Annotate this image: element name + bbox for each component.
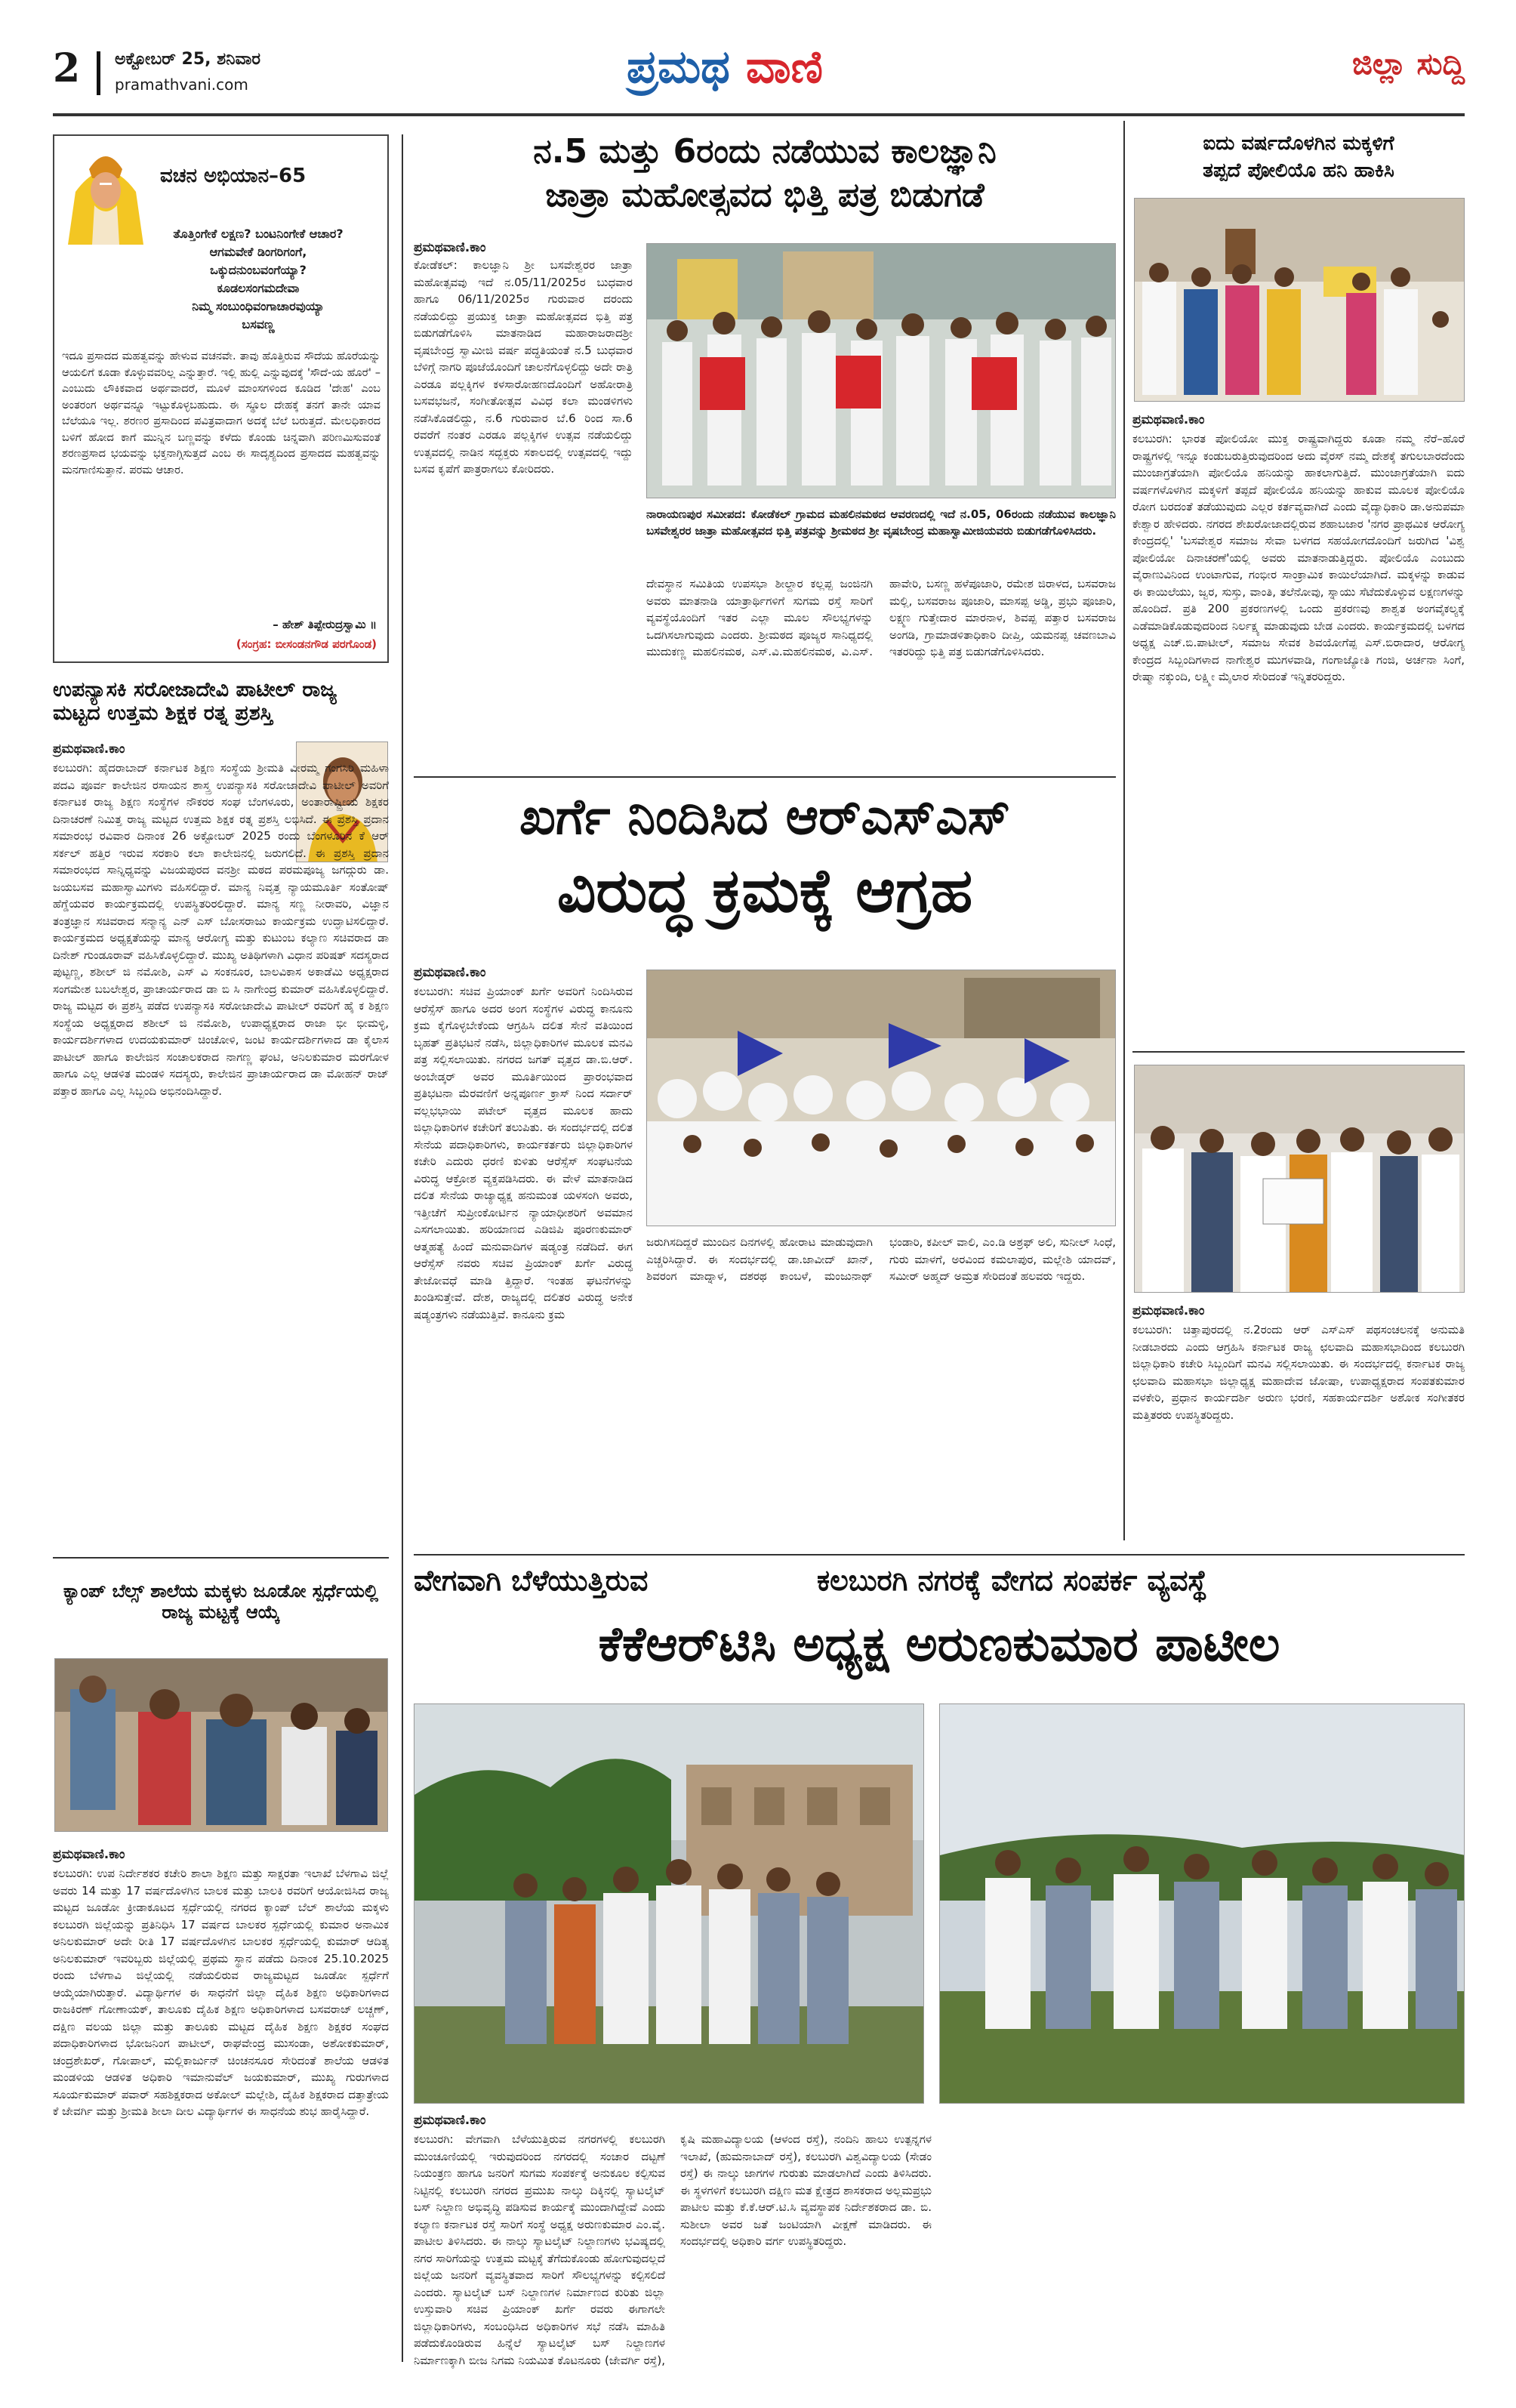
basavanna-portrait <box>60 139 151 245</box>
protest-photo <box>646 970 1116 1226</box>
memorandum-photo <box>1134 1065 1465 1293</box>
top-story-headline-2: ಜಾತ್ರಾ ಮಹೋತ್ಸವದ ಭಿತ್ತಿ ಪತ್ರ ಬಿಡುಗಡೆ <box>545 176 984 214</box>
bottom-story-byline: ಪ್ರಮಥವಾಣಿ.ಕಾಂ <box>414 2113 486 2128</box>
left-story-2-headline: ಕ್ಯಾಂಪ್ ಬೆಲ್ಸ್ ಶಾಲೆಯ ಮಕ್ಕಳು ಜೂಡೋ ಸ್ಪರ್ಧೆಯಲ್ಲಿ ರಾಜ್ಯ ಮಟ್ಟಕ್ಕೆ ಆಯ್ಕೆ <box>63 1580 379 1623</box>
poster-release-caption: ನಾರಾಯಣಪುರ ಸಮೀಪದ: ಕೋಡೆಕಲ್ ಗ್ರಾಮದ ಮಹಲಿನಮಠದ ಆವರಣದಲ್ಲಿ ಇದೆ ನ.05, 06ರಂದು ನಡೆಯುವ ಕಾಲಜ್ಞಾನಿ ಬಸವೇಶ್ವರರ ಜಾತ್ರಾ ಮಹೋತ್ಸವದ ಭಿತ್ತಿ ಪತ್ರವನ್ನು ಶ್ರೀಮಠದ ಶ್ರೀ ವೃಷಬೇಂದ್ರ ಮಹಾಸ್ವಾಮೀಜಿಯವರು ಬಿಡುಗಡೆಗೊಳಿಸಿದರು. <box>646 507 1116 538</box>
vachana-commentary: ಇದೂ ಪ್ರಸಾದದ ಮಹತ್ವವನ್ನು ಹೇಳುವ ವಚನವೇ. ತಾವು ಹೊತ್ತಿರುವ ಸೌದೆಯ ಹೊರೆಯನ್ನು ಆಯಲಿಗೆ ಕೂಡಾ ಕೊಳ್ಳುವವರಿಲ್ಲ ಎನ್ನುತ್ತಾರೆ. ಇಲ್ಲಿ ಹುಲ್ಲಿ ಎನ್ನುವುದಕ್ಕೆ 'ಸೌದೆ-ಯ ಹೊರೆ' – ಎಂಬುದು ಲೌಕಿಕವಾದ ಅರ್ಥವಾದರೆ, ಮೂಳೆ ಮಾಂಸಗಳಿಂದ ಕೂಡಿದ 'ದೇಹ' ಎಂಬ ಅಂತರಂಗ ಅರ್ಥವನ್ನೂ ಇಟ್ಟುಕೊಳ್ಳಬಹುದು. ಈ ಸ್ಥೂಲ ದೇಹಕ್ಕೆ ತನಗೆ ತಾನೇ ಯಾವ ಬೆಲೆಯೂ ಇಲ್ಲ. ಶರಣರ ಪ್ರಸಾದಿಂದ ಪವಿತ್ರವಾದಾಗ ಅದಕ್ಕೆ ಬೆಲೆ ಬರುತ್ತದೆ. ಮೇಲಧಿಕಾರದ ಬಳಿಗೆ ಹೋದ ಕಾಗೆ ಮುನ್ನಿನ ಬಣ್ಣವನ್ನು ಕಳೆದು ಕೊಂಡು ಚಿನ್ನವಾಗಿ ಪರಿಣಮಿಸುವಂತೆ ಶರಣಪ್ರಸಾದ ಭಯವನ್ನು ಭಕ್ತನಾಗ್ಗಿಸುತ್ತದೆ ಎಂಬ ಈ ಸಾದೃಶ್ಯದಿಂದ ಪ್ರಸಾದದ ಮಹತ್ವವನ್ನು ಮನಗಾಣಿಸುತ್ತಾನೆ. ಪರಮ ಆಚಾರ. <box>62 350 381 476</box>
right-story-1-byline: ಪ್ರಮಥವಾಣಿ.ಕಾಂ <box>1132 412 1205 427</box>
right-column-rule <box>1132 1051 1465 1053</box>
right-story-1-headline-1: ಐದು ವರ್ಷದೊಳಗಿನ ಮಕ್ಕಳಿಗೆ <box>1203 132 1394 155</box>
vachana-signature: – ಹೇಶ್ ತಿಪ್ಪೇರುದ್ರಸ್ವಾಮಿ ॥ <box>273 618 377 631</box>
vachana-box <box>53 134 389 663</box>
masthead-rule <box>53 113 1465 116</box>
bottom-story-headline-2: ಕೆಕೆಆರ್‌ಟಿಸಿ ಅಧ್ಯಕ್ಷ ಅರುಣಕುಮಾರ ಪಾಟೀಲ <box>598 1617 1280 1673</box>
vachana-title: ವಚನ ಅಭಿಯಾನ–65 <box>160 165 307 187</box>
right-story-2-byline: ಪ್ರಮಥವಾಣಿ.ಕಾಂ <box>1132 1303 1205 1318</box>
vachana-verse-line: ತೊತ್ತಿಂಗೇಕೆ ಲಕ್ಷಣ? ಬಂಟನಿಂಗೇಕೆ ಆಚಾರ? <box>173 227 344 241</box>
middle-story-byline: ಪ್ರಮಥವಾಣಿ.ಕಾಂ <box>414 965 486 980</box>
top-story-byline: ಪ್ರಮಥವಾಣಿ.ಕಾಂ <box>414 240 486 255</box>
bottom-story-headline-1a: ವೇಗವಾಗಿ ಬೆಳೆಯುತ್ತಿರುವ <box>414 1564 649 1597</box>
issue-date: ಅಕ್ಟೋಬರ್ 25, ಶನಿವಾರ <box>115 50 261 69</box>
right-story-2-body: ಕಲಬುರಗಿ: ಚಿತ್ತಾಪುರದಲ್ಲಿ ನ.2ರಂದು ಆರ್ ಎಸ್‌ಎಸ್ ಪಥಸಂಚಲನಕ್ಕೆ ಅನುಮತಿ ನೀಡಬಾರದು ಎಂದು ಆಗ್ರಹಿಸಿ ಕರ್ನಾಟಕ ರಾಜ್ಯ ಛಲವಾದಿ ಮಹಾಸಭಾದಿಂದ ಕಲಬುರಗಿ ಜಿಲ್ಲಾಧಿಕಾರಿ ಕಚೇರಿ ಸಿಬ್ಬಂದಿಗೆ ಮನವಿ ಸಲ್ಲಿಸಲಾಯಿತು. ಈ ಸಂದರ್ಭದಲ್ಲಿ ಕರ್ನಾಟಕ ರಾಜ್ಯ ಛಲವಾದಿ ಮಹಾಸಭಾ ಜಿಲ್ಲಾಧ್ಯಕ್ಷ ಮಹಾದೇವ ಜೋಷಾ, ಉಪಾಧ್ಯಕ್ಷರಾದ ಸಂಪತಕುಮಾರ ವಳಕೇರಿ, ಪ್ರಧಾನ ಕಾರ್ಯದರ್ಶಿ ಅರುಣ ಭರಣಿ, ಸಹಕಾರ್ಯದರ್ಶಿ ಅಶೋಕ ಸಂಗೀತಕರ ಮತ್ತಿತರರು ಉಪಸ್ಥಿತರಿದ್ದರು. <box>1132 1323 1465 1422</box>
left-story-1-body: ಕಲಬುರಗಿ: ಹೈದರಾಬಾದ್ ಕರ್ನಾಟಕ ಶಿಕ್ಷಣ ಸಂಸ್ಥೆಯ ಶ್ರೀಮತಿ ವೀರಮ್ಮ ಗಂಗಸಿರಿ ಮಹಿಳಾ ಪದವಿ ಪೂರ್ವ ಕಾಲೇಜಿನ ರಸಾಯನ ಶಾಸ್ತ್ರ ಉಪನ್ಯಾಸಕಿ ಸರೋಜಾದೇವಿ ಪಾಟೀಲ್ ಅವರಿಗೆ ಕರ್ನಾಟಕ ರಾಜ್ಯ ಶಿಕ್ಷಣ ಸಂಸ್ಥೆಗಳ ನೌಕರರ ಸಂಘ ಬೆಂಗಳೂರು, ಅಂತಾರಾಷ್ಟ್ರೀಯ ಶಿಕ್ಷಕರ ದಿನಾಚರಣೆ ನಿಮಿತ್ತ ರಾಜ್ಯ ಮಟ್ಟದ ಉತ್ತಮ ಶಿಕ್ಷಕ ರತ್ನ ಪ್ರಶಸ್ತಿ ಲಭಿಸಿದೆ. ಈ ಪ್ರಶಸ್ತಿ ಪ್ರದಾನ ಸಮಾರಂಭ ರವಿವಾರ ದಿನಾಂಕ 26 ಅಕ್ಟೋಬರ್ 2025 ರಂದು ಬೆಂಗಳೂರಿನ ಕೆ ಆರ್ ಸರ್ಕಲ್ ಹತ್ತಿರ ಇರುವ ಸರಕಾರಿ ಕಲಾ ಕಾಲೇಜಿನಲ್ಲಿ ಜರುಗಲಿದೆ. ಈ ಪ್ರಶಸ್ತಿ ಪ್ರದಾನ ಸಮಾರಂಭದ ಸಾನ್ನಿಧ್ಯವನ್ನು ವಿಜಯಪುರದ ವನಶ್ರೀ ಮಠದ ಪರಮಪೂಜ್ಯ ಜಗದ್ಗುರು ಡಾ. ಜಯಬಸವ ಮಹಾಸ್ವಾಮಿಗಳು ವಹಿಸಲಿದ್ದಾರೆ. ಮಾನ್ಯ ನಿವೃತ್ತ ನ್ಯಾಯಮೂರ್ತಿ ಸಂತೋಷ್ ಹೆಗ್ಡೆಯವರ ಕಾರ್ಯಕ್ರಮದಲ್ಲಿ ಉಪಸ್ಥಿತರಿರಲಿದ್ದಾರೆ. ಮಾನ್ಯ ಸಣ್ಣ ನೀರಾವರಿ, ವಿಜ್ಞಾನ ತಂತ್ರಜ್ಞಾನ ಸಚಿವರಾದ ಸನ್ಮಾನ್ಯ ಎನ್ ಎಸ್ ಬೋಸರಾಜು ಕಾರ್ಯಕ್ರಮ ಉದ್ಘಾಟಿಸಲಿದ್ದಾರೆ. ಕಾರ್ಯಕ್ರಮದ ಅಧ್ಯಕ್ಷತೆಯನ್ನು ಮಾನ್ಯ ಆರೋಗ್ಯ ಮತ್ತು ಕುಟುಂಬ ಕಲ್ಯಾಣ ಸಚಿವರಾದ ಡಾ ದಿನೇಶ್ ಗುಂಡೂರಾವ್ ವಹಿಸಿಕೊಳ್ಳಲಿದ್ದಾರೆ. ಮುಖ್ಯ ಅತಿಥಿಗಳಾಗಿ ವಿಧಾನ ಪರಿಷತ್ ಸದಸ್ಯರಾದ ಪುಟ್ಟಣ್ಣ, ಶಶೀಲ್ ಜಿ ನಮೋಶಿ, ಎಸ್ ವಿ ಸಂಕನೂರ, ಬಾಲವಿಕಾಸ ಅಕಾಡೆಮಿ ಅಧ್ಯಕ್ಷರಾದ ಸಂಗಮೇಶ ಬಬಲೇಶ್ವರ, ಪ್ರಾಚಾರ್ಯರಾದ ಡಾ ಬಿ ಸಿ ನಾಗೇಂದ್ರ ಕುಮಾರ್ ವಹಿಸಿಕೊಳ್ಳಲಿದ್ದಾರೆ. ರಾಜ್ಯ ಮಟ್ಟದ ಈ ಪ್ರಶಸ್ತಿ ಪಡೆದ ಉಪನ್ಯಾಸಕಿ ಸರೋಜಾದೇವಿ ಪಾಟೀಲ್ ರವರಿಗೆ ಹೈ ಕ ಶಿಕ್ಷಣ ಸಂಸ್ಥೆಯ ಅಧ್ಯಕ್ಷರಾದ ಶಶೀಲ್ ಜಿ ನಮೋಶಿ, ಉಪಾಧ್ಯಕ್ಷರಾದ ರಾಜಾ ಭೀ ಭೀಮಳ್ಳಿ, ಕಾರ್ಯದರ್ಶಿಗಳಾದ ಉದಯಕುಮಾರ್ ಚಿಂಚೋಳಿ, ಜಂಟಿ ಕಾರ್ಯದರ್ಶಿಗಳಾದ ಡಾ ಕೈಲಾಸ ಪಾಟೀಲ್ ಹಾಗೂ ಕಾಲೇಜಿನ ಸಂಚಾಲಕರಾದ ನಾಗಣ್ಣ ಘಂಟಿ, ಅನಿಲಕುಮಾರ ಮರಗೋಳ ಹಾಗೂ ಎಲ್ಲ ಆಡಳಿತ ಮಂಡಳಿ ಸದಸ್ಯರು, ಕಾಲೇಜಿನ ಪ್ರಾಚಾರ್ಯರಾದ ಡಾ ಮೋಹನ್ ರಾಜ್ ಪತ್ತಾರ ಹಾಗೂ ಎಲ್ಲ ಸಿಬ್ಬಂದಿ ಅಭಿನಂದಿಸಿದ್ದಾರೆ. <box>53 761 389 1098</box>
judo-students-photo <box>54 1658 388 1832</box>
page-number: 2 <box>53 45 81 91</box>
polio-drive-photo <box>1134 198 1465 402</box>
paper-name-part-2: ವಾಣಿ <box>745 41 823 94</box>
middle-story-headline-1: ಖರ್ಗೆ ನಿಂದಿಸಿದ ಆರ್‌ಎಸ್‌ಎಸ್ <box>519 788 1011 846</box>
top-story-rule <box>414 776 1116 778</box>
middle-story-headline-2: ವಿರುದ್ಧ ಕ್ರಮಕ್ಕೆ ಆಗ್ರಹ <box>556 856 973 926</box>
left-column-divider <box>402 134 403 2362</box>
middle-story-body-1: ಕಲಬುರಗಿ: ಸಚಿವ ಪ್ರಿಯಾಂಕ್ ಖರ್ಗೆ ಅವರಿಗೆ ನಿಂದಿಸಿರುವ ಆರೆಸ್ಸೆಸ್ ಹಾಗೂ ಅದರ ಅಂಗ ಸಂಸ್ಥೆಗಳ ವಿರುದ್ಧ ಕಾನೂನು ಕ್ರಮ ಕೈಗೊಳ್ಳಬೇಕೆಂದು ಆಗ್ರಹಿಸಿ ದಲಿತ ಸೇನೆ ವತಿಯಿಂದ ಬೃಹತ್ ಪ್ರತಿಭಟನೆ ನಡೆಸಿ, ಜಿಲ್ಲಾಧಿಕಾರಿಗಳ ಮೂಲಕ ಮನವಿ ಪತ್ರ ಸಲ್ಲಿಸಲಾಯಿತು. ನಗರದ ಜಗತ್ ವೃತ್ತದ ಡಾ.ಬಿ.ಆರ್. ಅಂಬೇಡ್ಕರ್ ಅವರ ಮೂರ್ತಿಯಿಂದ ಪ್ರಾರಂಭವಾದ ಪ್ರತಿಭಟನಾ ಮೆರವಣಿಗೆ ಅನ್ನಪೂರ್ಣ ಕ್ರಾಸ್ ನಿಂದ ಸರ್ದಾರ್ ವಲ್ಲಭಭಾಯಿ ಪಟೇಲ್ ವೃತ್ತದ ಮೂಲಕ ಹಾದು ಜಿಲ್ಲಾಧಿಕಾರಿಗಳ ಕಚೇರಿಗೆ ತಲುಪಿತು. ಈ ಸಂದರ್ಭದಲ್ಲಿ ದಲಿತ ಸೇನೆಯ ಪದಾಧಿಕಾರಿಗಳು, ಕಾರ್ಯಕರ್ತರು ಜಿಲ್ಲಾಧಿಕಾರಿಗಳ ಕಚೇರಿ ಎದುರು ಧರಣಿ ಕುಳಿತು ಆರೆಸ್ಸೆಸ್ ಸಂಘಟನೆಯ ವಿರುದ್ಧ ಆಕ್ರೋಶ ವ್ಯಕ್ತಪಡಿಸಿದರು. ಈ ವೇಳೆ ಮಾತನಾಡಿದ ದಲಿತ ಸೇನೆಯ ರಾಜ್ಯಾಧ್ಯಕ್ಷ ಹನುಮಂತ ಯಳಸಂಗಿ ಅವರು, ಇತ್ತೀಚೆಗೆ ಸುಪ್ರೀಂಕೋರ್ಟಿನ ನ್ಯಾಯಾಧೀಶರಿಗೆ ಅವಮಾನ ಎಸಗಲಾಯಿತು. ಹರಿಯಾಣದ ಎಡಿಜಿಪಿ ಪೂರಣಕುಮಾರ್ ಆತ್ಮಹತ್ಯೆ ಹಿಂದೆ ಮನುವಾದಿಗಳ ಷಡ್ಯಂತ್ರ ನಡೆದಿದೆ. ಈಗ ಆರೆಸ್ಸೆಸ್ ನವರು ಸಚಿವ ಪ್ರಿಯಾಂಕ್ ಖರ್ಗೆ ವಿರುದ್ಧ ತೇಜೋವಧೆ ಮಾಡಿ ತ್ತಿದ್ದಾರೆ. ಇಂತಹ ಘಟನೆಗಳನ್ನು ಖಂಡಿಸುತ್ತೇವೆ. ದೇಶ, ರಾಜ್ಯದಲ್ಲಿ ದಲಿತರ ವಿರುದ್ಧ ಅನೇಕ ಷಡ್ಯಂತ್ರಗಳು ನಡೆಯುತ್ತಿವೆ. ಕಾನೂನು ಕ್ರಮ <box>414 985 633 1321</box>
left-column-rule <box>53 1557 389 1559</box>
vachana-verse-line: ನಿಮ್ಮ ಸಂಬುಂಧಿವಂಗಾಚಾರವುಯ್ಯಾ <box>192 299 325 313</box>
middle-story-body-2: ಜರುಗಿಸದಿದ್ದರೆ ಮುಂದಿನ ದಿನಗಳಲ್ಲಿ ಹೋರಾಟ ಮಾಡುವುದಾಗಿ ಎಚ್ಚರಿಸಿದ್ದಾರೆ. ಈ ಸಂದರ್ಭದಲ್ಲಿ ಡಾ.ಜಾವೀದ್ ಖಾನ್, ಶಿವರಂಗ ಮಾದ್ನಾಳ, ದಶರಥ ಕಾಂಬಳೆ, ಮಂಜುನಾಥ್ ಭಂಡಾರಿ, ಕಪೀಲ್ ವಾಲಿ, ಎಂ.ಡಿ ಅಶ್ರಫ್ ಅಲಿ, ಸುನೀಲ್ ಸಿಂಧೆ, ಗುರು ಮಾಳಗೆ, ಅರವಿಂದ ಕಮಲಾಪುರ, ಮಲ್ಲೇಶಿ ಯಾದವ್, ಸಮೀರ್ ಅಹ್ಮದ್ ಅಮ್ರತ ಸೇರಿದಂತೆ ಹಲವರು ಇದ್ದರು. <box>646 1235 1116 1283</box>
center-right-divider <box>1123 121 1125 1540</box>
website[interactable]: pramathvani.com <box>115 76 248 94</box>
right-story-1-body: ಕಲಬುರಗಿ: ಭಾರತ ಪೋಲಿಯೋ ಮುಕ್ತ ರಾಷ್ಟ್ರವಾಗಿದ್ದರು ಕೂಡಾ ನಮ್ಮ ನೆರೆ–ಹೊರೆ ರಾಷ್ಟ್ರಗಳಲ್ಲಿ ಇನ್ನೂ ಕಂಡುಬರುತ್ತಿರುವುದರಿಂದ ಅದು ವೈರಸ್ ನಮ್ಮ ದೇಶಕ್ಕೆ ತಗುಲಬಾರದೆಂದು ಮುಂಜಾಗ್ರತೆಯಾಗಿ ಪೋಲಿಯೊ ಹನಿಯನ್ನು ಹಾಕಲಾಗುತ್ತಿದೆ. ಮುಂಜಾಗ್ರತೆಯಾಗಿ ಐದು ವರ್ಷಗಳೊಳಗಿನ ಮಕ್ಕಳಿಗೆ ತಪ್ಪದೆ ಪೋಲಿಯೊ ಹನಿಯನ್ನು ಹಾಕುವ ಮೂಲಕ ಪೋಲಿಯೊ ರೋಗ ಬರದಂತೆ ತಡೆಯುವುದು ಎಲ್ಲರ ಕರ್ತವ್ಯವಾಗಿದೆ ಎಂದು ವೈದ್ಯಾಧಿಕಾರಿ ಡಾ.ಅನುಪಮಾ ಕೇಶ್ವಾರ ಹೇಳಿದರು. ನಗರದ ಶೇಖರೋಜಾದಲ್ಲಿರುವ ಶಹಾಬಜಾರ 'ನಗರ ಪ್ರಾಥಮಿಕ ಆರೋಗ್ಯ ಕೇಂದ್ರದಲ್ಲಿ' 'ಬಸವೇಶ್ವರ ಸಮಾಜ ಸೇವಾ ಬಳಗದ ಸಹಯೋಗದೊಂದಿಗೆ ಜರುಗಿದ 'ವಿಶ್ವ ಪೋಲಿಯೋ ದಿನಾಚರಣೆ'ಯಲ್ಲಿ ಅವರು ಮಾತನಾಡುತ್ತಿದ್ದರು. ಪೋಲಿಯೊ ಎಂಬುದು ವೈರಾಣುವಿನಿಂದ ಉಂಟಾಗುವ, ಗಂಭೀರ ಸಾಂಕ್ರಾಮಿಕ ಕಾಯಿಲೆಯಾಗಿದೆ. ಮಕ್ಕಳನ್ನು ಕಾಡುವ ಈ ಕಾಯಿಲೆಯು, ಜ್ವರ, ಸುಸ್ತು, ವಾಂತಿ, ತಲೆನೋವು, ಸ್ನಾಯು ಸೆಟೆದುಕೊಳ್ಳುವ ಲಕ್ಷಣಗಳನ್ನು ಹೊಂದಿದೆ. ಪ್ರತಿ 200 ಪ್ರಕರಣಗಳಲ್ಲಿ ಒಂದು ಪ್ರಕರಣವು ಶಾಶ್ವತ ಅಂಗವೈಕಲ್ಯಕ್ಕೆ ಎಡೆಮಾಡಿಕೊಡುವುದರಿಂದ ನಿರ್ಲಕ್ಷ್ಯ ಮಾಡುವುದು ಬೇಡ ಎಂದರು. ಕಾರ್ಯಕ್ರಮದಲ್ಲಿ ಬಳಗದ ಅಧ್ಯಕ್ಷ ಎಚ್.ಬಿ.ಪಾಟೀಲ್, ಸಮಾಜ ಸೇವಕ ಶಿವಯೋಗೆಪ್ಪ ಎಸ್.ಬಿರಾದಾರ, ಆರೋಗ್ಯ ಕೇಂದ್ರದ ಸಿಬ್ಬಂದಿಗಳಾದ ನಾಗೇಶ್ವರ ಮುಗಳವಾಡಿ, ಗಂಗಾಜ್ಯೋತಿ ಗಂಜಿ, ಅರ್ಚನಾ ಸಿಂಗೆ, ರೇಷ್ಮಾ ನಕ್ಕುಂದಿ, ಲಕ್ಷ್ಮೀ ಮೈಲಾರ ಸೇರಿದಂತೆ ಇನ್ನಿತರರಿದ್ದರು. <box>1132 432 1465 683</box>
section-label: ಜಿಲ್ಲಾ ಸುದ್ದಿ <box>1351 47 1465 82</box>
vachana-verse-line: ಆಗಮವೇಕೆ ಡಿಂಗರಿಗಂಗೆ, <box>209 245 307 259</box>
masthead-divider <box>97 51 100 95</box>
left-story-2-body: ಕಲಬುರಗಿ: ಉಪ ನಿರ್ದೇಶಕರ ಕಚೇರಿ ಶಾಲಾ ಶಿಕ್ಷಣ ಮತ್ತು ಸಾಕ್ಷರತಾ ಇಲಾಖೆ ಬೆಳಗಾವಿ ಜಿಲ್ಲೆ ಅವರು 14 ಮತ್ತು 17 ವರ್ಷದೊಳಗಿನ ಬಾಲಕ ಮತ್ತು ಬಾಲಕಿ ರವರಿಗೆ ಆಯೋಜಿಸಿದ ರಾಜ್ಯ ಮಟ್ಟದ ಜೂಡೋ ಕ್ರೀಡಾಕೂಟದ ಸ್ಪರ್ಧೆಯಲ್ಲಿ ನಗರದ ಕ್ಯಾಂಪ್ ಬೆಲ್ ಶಾಲೆಯ ಮಕ್ಕಳು ಕಲಬುರಗಿ ಜಿಲ್ಲೆಯನ್ನು ಪ್ರತಿನಿಧಿಸಿ 17 ವರ್ಷದ ಬಾಲಕರ ಸ್ಪರ್ಧೆಯಲ್ಲಿ ಕುಮಾರ ಅನಾಮಿಕ ಅನಿಲಕುಮಾರ್ ಅದೇ ರೀತಿ 17 ವರ್ಷದೊಳಗಿನ ಬಾಲಕರ ಸ್ಪರ್ಧೆಯಲ್ಲಿ ಕುಮಾರ್ ಆದಿತ್ಯ ಅನಿಲಕುಮಾರ್ ಇವರಿಬ್ಬರು ಜಿಲ್ಲೆಯಲ್ಲಿ ಪ್ರಥಮ ಸ್ಥಾನ ಪಡೆದು ದಿನಾಂಕ 25.10.2025 ರಂದು ಬೆಳಗಾವಿ ಜಿಲ್ಲೆಯಲ್ಲಿ ನಡೆಯಲಿರುವ ರಾಜ್ಯಮಟ್ಟದ ಜೂಡೋ ಸ್ಪರ್ಧೆಗೆ ಆಯ್ಕೆಯಾಗಿರುತ್ತಾರೆ. ವಿದ್ಯಾರ್ಥಿಗಳ ಈ ಸಾಧನೆಗೆ ಜಿಲ್ಲಾ ದೈಹಿಕ ಶಿಕ್ಷಣ ಅಧಿಕಾರಿಗಳಾದ ರಾಜಕಿರಣ್ ಗೋಣಾಯಕ್, ತಾಲೂಕು ದೈಹಿಕ ಶಿಕ್ಷಣ ಅಧಿಕಾರಿಗಳಾದ ಬಸವರಾಜ್ ಲಚ್ಚಣ್, ದಕ್ಷಿಣ ವಲಯ ಜಿಲ್ಲಾ ಮತ್ತು ತಾಲೂಕು ಮಟ್ಟದ ದೈಹಿಕ ಶಿಕ್ಷಣ ಶಿಕ್ಷಕರ ಸಂಘದ ಪದಾಧಿಕಾರಿಗಳಾದ ಭೋಜನಿಂಗ ಪಾಟೀಲ್, ರಾಘವೇಂದ್ರ ಮುಸಂಡಾ, ಅಶೋಕಕುಮಾರ್, ಚಂದ್ರಶೇಖರ್, ಗೋಪಾಲ್, ಮಲ್ಲಿಕಾರ್ಜುನ್ ಚಿಂಚನಸೂರ ಸೇರಿದಂತೆ ಶಾಲೆಯ ಆಡಳಿತ ಮಂಡಳಿಯ ಆಡಳಿತ ಅಧಿಕಾರಿ ಇಮಾನುವೆಲ್ ಜಯಕುಮಾರ್, ಮುಖ್ಯ ಗುರುಗಳಾದ ಸೂರ್ಯಕುಮಾರ್ ಪವಾರ್ ಸಹಶಿಕ್ಷಕರಾದ ಅಕೋಲ್ ಮಲ್ಲೇಶಿ, ದೈಹಿಕ ಶಿಕ್ಷಕರಾದ ದತ್ತಾತ್ರೇಯ ಕೆ ಜೇವರ್ಗಿ ಮತ್ತು ಶ್ರೀಮತಿ ಶೀಲಾ ದೀಲ ವಿದ್ಯಾರ್ಥಿಗಳ ಈ ಸಾಧನೆಯ ಶುಭ ಹಾರೈಸಿದ್ದಾರೆ. <box>53 1867 389 2118</box>
left-story-1-byline: ಪ್ರಮಥವಾಣಿ.ಕಾಂ <box>53 742 125 757</box>
right-story-1-headline-2: ತಪ್ಪದೆ ಪೋಲಿಯೊ ಹನಿ ಹಾಕಿಸಿ <box>1203 159 1394 182</box>
vachana-verse-line: ಕೂಡಲಸಂಗಮದೇವಾ <box>217 281 300 295</box>
site-visit-photo-2 <box>939 1703 1465 2104</box>
top-story-body-left: ಕೋಡೆಕಲ್: ಕಾಲಜ್ಞಾನಿ ಶ್ರೀ ಬಸವೇಶ್ವರರ ಜಾತ್ರಾ ಮಹೋತ್ಸವವು ಇದೆ ನ.05/11/2025ರ ಬುಧವಾರ ಹಾಗೂ 06/11/2025ರ ಗುರುವಾರ ದರಂದು ನಡೆಯಲಿದ್ದು ಪ್ರಯುಕ್ತ ಜಾತ್ರಾ ಮಹೋತ್ಸವದ ಭಿತ್ತಿ ಪತ್ರ ಬಿಡುಗಡೆಗೊಳಿಸಿ ಮಾತನಾಡಿದ ಮಹಾರಾಜರಾದಶ್ರೀ ವೃಷಬೇಂದ್ರ ಸ್ವಾಮೀಜಿ ವರ್ಷ ಪದ್ಧತಿಯಂತೆ ನ.5 ಬುಧವಾರ ಬೆಳಿಗ್ಗೆ ನಾಗರಿ ಪೂಜೆಯೊಂದಿಗೆ ಚಾಲನೆಗೊಳ್ಳಲಿದ್ದು ಅದೇ ರಾತ್ರಿ ಎರಡೂ ಪಲ್ಲಕ್ಕಿಗಳ ಕಳಸಾರೋಹಣದೊಂದಿಗೆ ಅಹೋರಾತ್ರಿ ಬಸವಭಜನೆ, ಸಂಗೀತೋತ್ಸವ ವಿವಿಧ ಕಲಾ ಮಂಡಳಿಗಳು ನಡೆಸಿಕೊಡಲಿದ್ದು, ನ.6 ಗುರುವಾರ ಬೆ.6 ರಿಂದ ಸಾ.6 ರವರೆಗೆ ನಂತರ ಎರಡೂ ಪಲ್ಲಕ್ಕಿಗಳ ಉತ್ಸವ ನಡೆಯಲಿದ್ದು ಉತ್ಸವದಲ್ಲಿ ನಾಡಿನ ಸದ್ಭಕ್ತರು ಸಕಾಲದಲ್ಲಿ ಉತ್ಸವದಲ್ಲಿ ಇದ್ದು ಬಸವ ಕೃಪೆಗೆ ಪಾತ್ರರಾಗಲು ಕೋರಿದರು. <box>414 258 633 476</box>
poster-release-photo <box>646 243 1116 498</box>
site-visit-photo-1 <box>414 1703 924 2104</box>
top-story-body-right: ದೇವಸ್ಥಾನ ಸಮಿತಿಯ ಉಪಸಭಾ ಶೀಲ್ದಾರ ಕಲ್ಲಪ್ಪ ಜಂಜಿನಗಿ ಅವರು ಮಾತನಾಡಿ ಯಾತ್ರಾರ್ಥಿಗಳಿಗೆ ಸುಗಮ ರಸ್ತೆ ಸಾರಿಗೆ ವ್ಯವಸ್ಥೆಯೊಂದಿಗೆ ಇತರ ಎಲ್ಲಾ ಮೂಲ ಸೌಲಭ್ಯಗಳನ್ನು ಒದಗಿಸಲಾಗುವುದು ಎಂದರು. ಶ್ರೀಮಠದ ಪೂಜ್ಯರ ಸಾನಿಧ್ಯದಲ್ಲಿ ಮುದುಕಣ್ಣ ಮಹಲಿನಮಠ, ಎಸ್.ವಿ.ಮಹಲಿನಮಠ, ವಿ.ಎಸ್. ಹಾವೇರಿ, ಬಸಣ್ಣ ಹಳೆಪೂಜಾರಿ, ರಮೇಶ ಜಿರಾಳದ, ಬಸವರಾಜ ಮಲ್ಲಿ, ಬಸವರಾಜ ಪೂಜಾರಿ, ಮಾಸಪ್ಪ ಅಡ್ಡಿ, ಪ್ರಭು ಪೂಜಾರಿ, ಲಕ್ಷ್ಮಣ ಗುತ್ತೇದಾರ ಮಾರನಾಳ, ಶಿವಪ್ಪ ಪತ್ತಾರ ಬಸವರಾಜ ಅಂಗಡಿ, ಗ್ರಾಮಾಡಳಿತಾಧಿಕಾರಿ ದೀಪ್ತಿ, ಯಮನಪ್ಪ ಚವಣಬಾವಿ ಇತರರಿದ್ದು ಭಿತ್ತಿ ಪತ್ರ ಬಿಡುಗಡೆಗೊಳಿಸಿದರು. <box>646 577 1116 658</box>
vachana-verse-block <box>145 225 371 334</box>
top-story-headline-1: ನ.5 ಮತ್ತು 6ರಂದು ನಡೆಯುವ ಕಾಲಜ್ಞಾನಿ <box>533 132 997 171</box>
paper-name-part-1: ಪ್ರಮಥ <box>627 41 730 94</box>
bottom-story-body: ಕಲಬುರಗಿ: ವೇಗವಾಗಿ ಬೆಳೆಯುತ್ತಿರುವ ನಗರಗಳಲ್ಲಿ ಕಲಬುರಗಿ ಮುಂಚೂಣಿಯಲ್ಲಿ ಇರುವುದರಿಂದ ನಗರದಲ್ಲಿ ಸಂಚಾರ ದಟ್ಟಣೆ ನಿಯಂತ್ರಣ ಹಾಗೂ ಜನರಿಗೆ ಸುಗಮ ಸಂಪರ್ಕಕ್ಕೆ ಅನುಕೂಲ ಕಲ್ಪಿಸುವ ನಿಟ್ಟಿನಲ್ಲಿ ಕಲಬುರಗಿ ನಗರದ ಪ್ರಮುಖ ನಾಲ್ಕು ದಿಕ್ಕಿನಲ್ಲಿ ಸ್ಯಾಟಲೈಟ್ ಬಸ್ ನಿಲ್ದಾಣ ಅಭಿವೃದ್ಧಿ ಪಡಿಸುವ ಕಾರ್ಯಕ್ಕೆ ಮುಂದಾಗಿದ್ದೇವೆ ಎಂದು ಕಲ್ಯಾಣ ಕರ್ನಾಟಕ ರಸ್ತೆ ಸಾರಿಗೆ ಸಂಸ್ಥೆ ಅಧ್ಯಕ್ಷ ಅರುಣಕುಮಾರ ಎಂ.ವೈ. ಪಾಟೀಲ ತಿಳಿಸಿದರು. ಈ ನಾಲ್ಕು ಸ್ಯಾಟಲೈಟ್ ನಿಲ್ದಾಣಗಳು ಭವಿಷ್ಯದಲ್ಲಿ ನಗರ ಸಾರಿಗೆಯನ್ನು ಉತ್ತಮ ಮಟ್ಟಕ್ಕೆ ತೆಗೆದುಕೊಂಡು ಹೋಗುವುದಲ್ಲದೆ ಜಿಲ್ಲೆಯ ಜನರಿಗೆ ವ್ಯವಸ್ಥಿತವಾದ ಸಾರಿಗೆ ಸೌಲಭ್ಯಗಳನ್ನು ಕಲ್ಪಿಸಲಿದೆ ಎಂದರು. ಸ್ಯಾಟಲೈಟ್ ಬಸ್ ನಿಲ್ದಾಣಗಳ ನಿರ್ಮಾಣದ ಕುರಿತು ಜಿಲ್ಲಾ ಉಸ್ತುವಾರಿ ಸಚಿವ ಪ್ರಿಯಾಂಕ್ ಖರ್ಗೆ ರವರು ಈಗಾಗಲೇ ಜಿಲ್ಲಾಧಿಕಾರಿಗಳು, ಸಂಬಂಧಿಸಿದ ಅಧಿಕಾರಿಗಳ ಸಭೆ ನಡೆಸಿ ಮಾಹಿತಿ ಪಡೆದುಕೊಂಡಿರುವ ಹಿನ್ನೆಲೆ ಸ್ಯಾಟಲೈಟ್ ಬಸ್ ನಿಲ್ದಾಣಗಳ ನಿರ್ಮಾಣಕ್ಕಾಗಿ ಬೀಜ ನಿಗಮ ನಿಯಮಿತ ಕೊಟನೂರು (ಜೇವರ್ಗಿ ರಸ್ತೆ), ಕೃಷಿ ಮಹಾವಿದ್ಯಾಲಯ (ಆಳಂದ ರಸ್ತೆ), ನಂದಿನಿ ಹಾಲು ಉತ್ಪನ್ನಗಳ ಇಲಾಖೆ, (ಹುಮನಾಬಾದ್ ರಸ್ತೆ), ಕಲಬುರಗಿ ವಿಶ್ವವಿದ್ಯಾಲಯ (ಸೇಡಂ ರಸ್ತೆ) ಈ ನಾಲ್ಕು ಜಾಗಗಳ ಗುರುತು ಮಾಡಲಾಗಿದೆ ಎಂದು ತಿಳಿಸಿದರು. ಈ ಸ್ಥಳಗಳಿಗೆ ಕಲಬುರಗಿ ದಕ್ಷಿಣ ಮತ ಕ್ಷೇತ್ರದ ಶಾಸಕರಾದ ಅಲ್ಲಮಪ್ರಭು ಪಾಟೀಲ ಮತ್ತು ಕೆ.ಕೆ.ಆರ್.ಟಿ.ಸಿ ವ್ಯವಸ್ಥಾಪಕ ನಿರ್ದೇಶಕರಾದ ಡಾ. ಬಿ. ಸುಶೀಲಾ ಅವರ ಜತೆ ಜಂಟಿಯಾಗಿ ವೀಕ್ಷಣೆ ಮಾಡಿದರು. ಈ ಸಂದರ್ಭದಲ್ಲಿ ಅಧಿಕಾರಿ ವರ್ಗ ಉಪಸ್ಥಿತರಿದ್ದರು. <box>414 2132 932 2367</box>
bottom-story-top-rule <box>414 1554 1465 1555</box>
paper-logo <box>627 41 823 94</box>
left-story-1-headline: ಉಪನ್ಯಾಸಕಿ ಸರೋಜಾದೇವಿ ಪಾಟೀಲ್ ರಾಜ್ಯ ಮಟ್ಟದ ಉತ್ತಮ ಶಿಕ್ಷಕ ರತ್ನ ಪ್ರಶಸ್ತಿ <box>53 678 337 726</box>
vachana-credit: (ಸಂಗ್ರಹ: ಬೀಸಂಡನಗೌಡ ಪರಗೊಂಡ) <box>236 637 377 651</box>
masthead <box>53 41 1465 106</box>
vachana-verse-line: ಬಸವಣ್ಣ <box>242 317 275 331</box>
vachana-verse-line: ಒಕ್ಕುದನುಂಬವಂಗೆಯ್ಯಾ? <box>210 263 307 277</box>
bottom-story-headline-1b: ಕಲಬುರಗಿ ನಗರಕ್ಕೆ ವೇಗದ ಸಂಪರ್ಕ ವ್ಯವಸ್ಥೆ <box>817 1564 1208 1597</box>
left-story-2-byline: ಪ್ರಮಥವಾಣಿ.ಕಾಂ <box>53 1847 125 1862</box>
